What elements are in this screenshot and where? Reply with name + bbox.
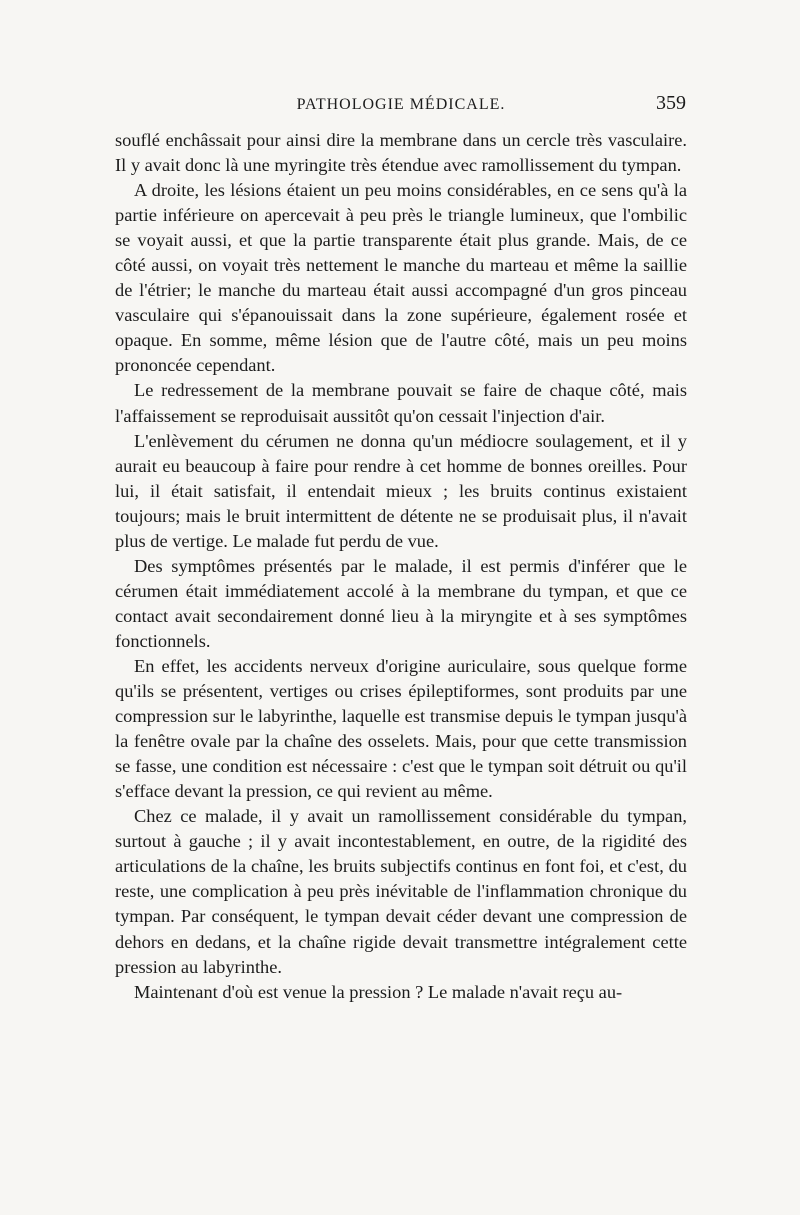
paragraph: Le redressement de la membrane pouvait se faire de chaque côté, mais l'affaissement se reproduisait aussitôt qu'on cessait l'injection d'air. [115, 380, 687, 426]
page-header [116, 92, 686, 126]
paragraph: souflé enchâssait pour ainsi dire la membrane dans un cercle très vasculaire. Il y avait donc là une myringite très étendue avec ramollissement du tympan. [115, 130, 687, 176]
paragraph: Maintenant d'où est venue la pression ? Le malade n'avait reçu au- [134, 981, 623, 1002]
paragraph: L'enlèvement du cérumen ne donna qu'un médiocre soulagement, et il y aurait eu beaucoup à faire pour rendre à cet homme de bonnes oreilles. Pour lui, il était satisfait, il entendait mieux ; les bruits continus existaient toujours; mais le bruit intermittent de détente ne se produisait plus, il n'avait plus de vertige. Le malade fut perdu de vue. [115, 430, 687, 551]
running-title: PATHOLOGIE MÉDICALE. [296, 96, 506, 113]
paragraph: Des symptômes présentés par le malade, il est permis d'inférer que le cérumen était immédiatement accolé à la membrane du tympan, et que ce contact avait secondairement donné lieu à la miryngite et à ses symptômes fonctionnels. [115, 555, 687, 651]
page-number: 359 [656, 92, 686, 114]
paragraph: Chez ce malade, il y avait un ramollissement considérable du tympan, surtout à gauche ; il y avait incontestablement, en outre, de la rigidité des articulations de la chaîne, les bruits subjectifs continus en font foi, et c'est, du reste, une complication à peu près inévitable de l'inflammation chronique du tympan. Par conséquent, le tympan devait céder devant une compression de dehors en dedans, et la chaîne rigide devait transmettre intégralement cette pression au labyrinthe. [115, 806, 687, 977]
body-text [115, 128, 687, 1005]
paragraph: A droite, les lésions étaient un peu moins considérables, en ce sens qu'à la partie inférieure on apercevait à peu près le triangle lumineux, que l'ombilic se voyait aussi, et que la partie transparente était plus grande. Mais, de ce côté aussi, on voyait très nettement le manche du marteau et même la saillie de l'étrier; le manche du marteau était aussi accompagné d'un gros pinceau vasculaire qui s'épanouissait dans la zone supérieure, également rosée et opaque. En somme, même lésion que de l'autre côté, mais un peu moins prononcée cependant. [115, 180, 687, 376]
paragraph: En effet, les accidents nerveux d'origine auriculaire, sous quelque forme qu'ils se présentent, vertiges ou crises épileptiformes, sont produits par une compression sur le labyrinthe, laquelle est transmise depuis le tympan jusqu'à la fenêtre ovale par la chaîne des osselets. Mais, pour que cette transmission se fasse, une condition est nécessaire : c'est que le tympan soit détruit ou qu'il s'efface devant la pression, ce qui revient au même. [115, 655, 687, 802]
